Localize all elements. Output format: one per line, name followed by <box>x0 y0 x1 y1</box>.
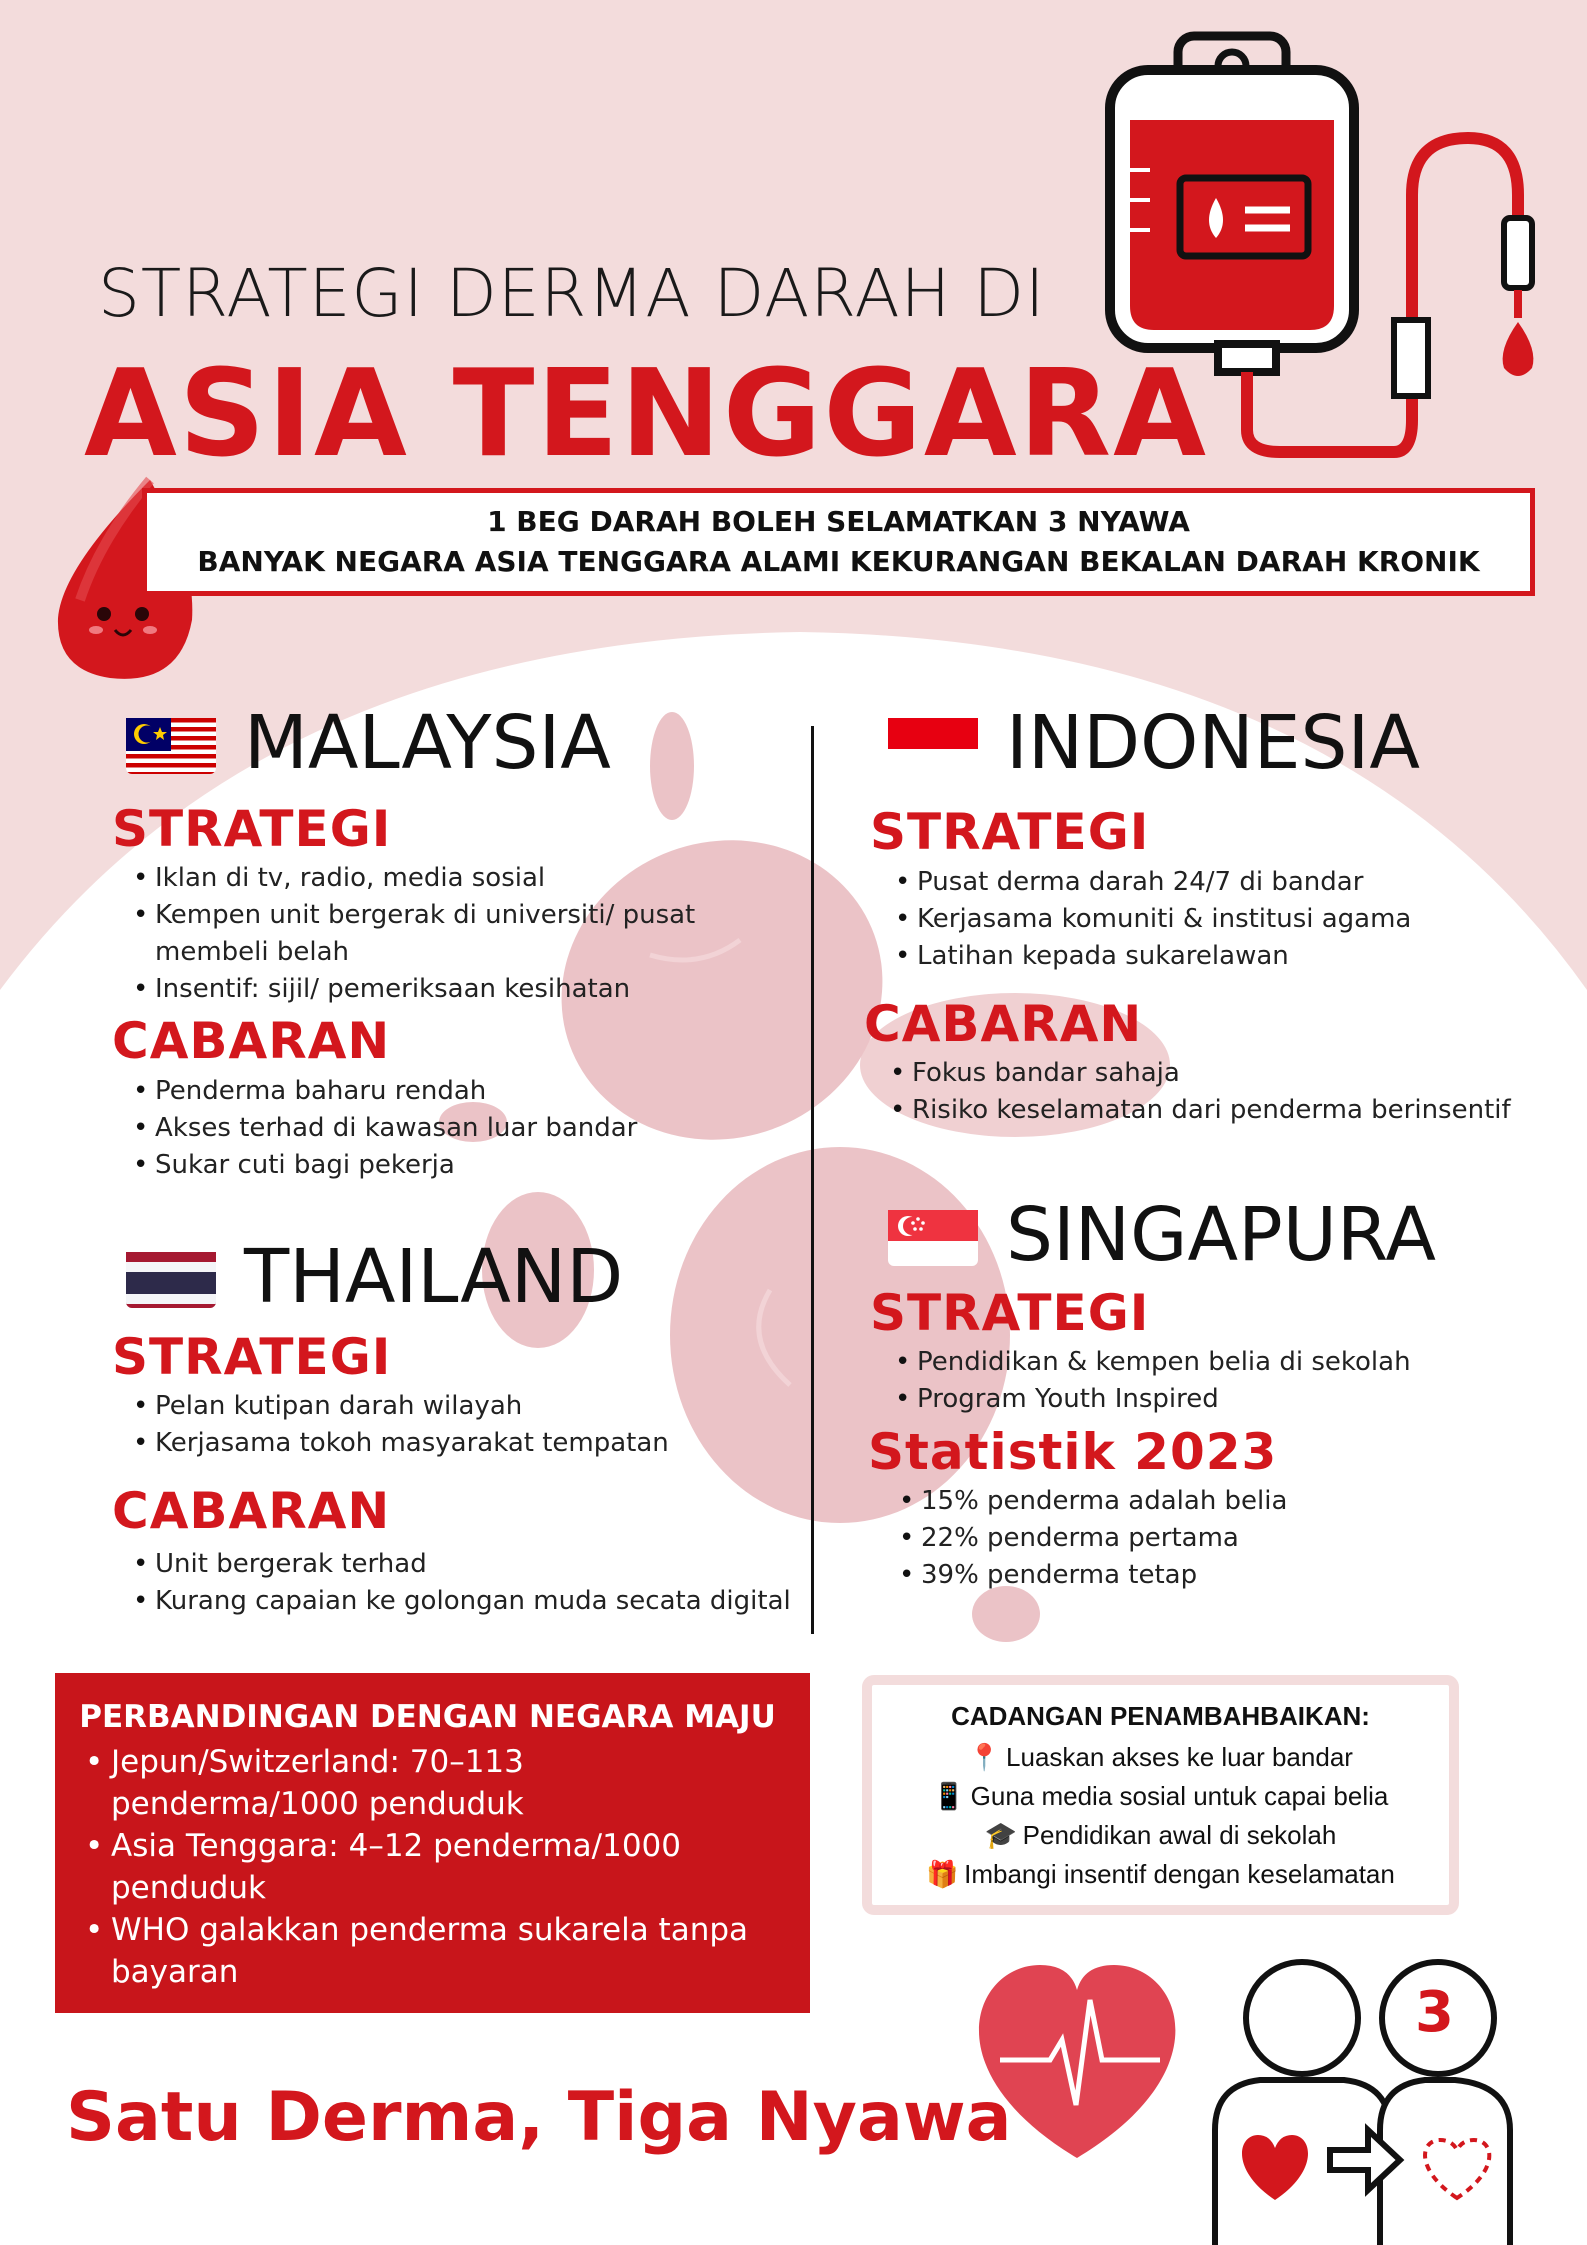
list-item: • Kerjasama komuniti & institusi agama <box>895 901 1575 938</box>
page-title: ASIA TENGGARA <box>84 345 1208 484</box>
suggestions-box <box>862 1675 1459 1915</box>
list-item: • Kerjasama tokoh masyarakat tempatan <box>133 1425 813 1462</box>
indonesia-heading <box>888 700 1420 786</box>
gift-icon: 🎁 <box>926 1859 959 1889</box>
singapura-stats-heading: Statistik 2023 <box>868 1423 1278 1481</box>
people-number: 3 <box>1415 1980 1454 2045</box>
suggestion-text: Pendidikan awal di sekolah <box>1022 1820 1337 1850</box>
indonesia-flag-icon <box>888 712 978 774</box>
singapore-flag-icon <box>888 1204 978 1266</box>
list-item: • Pusat derma darah 24/7 di bandar <box>895 864 1575 901</box>
thailand-challenge-list <box>133 1546 813 1620</box>
comparison-heading: PERBANDINGAN DENGAN NEGARA MAJU <box>79 1699 776 1735</box>
singapura-strategy-heading: STRATEGI <box>870 1284 1150 1342</box>
suggestion-item <box>872 1855 1449 1894</box>
list-item: • Sukar cuti bagi pekerja <box>133 1147 813 1184</box>
list-item: • Penderma baharu rendah <box>133 1073 813 1110</box>
thailand-name: THAILAND <box>244 1234 624 1320</box>
comparison-list <box>85 1741 780 1993</box>
thailand-flag-icon <box>126 1246 216 1308</box>
indonesia-strategy-heading: STRATEGI <box>870 803 1150 861</box>
list-item: • 15% penderma adalah belia <box>899 1483 1579 1520</box>
phone-icon: 📱 <box>932 1781 966 1811</box>
malaysia-challenge-heading: CABARAN <box>112 1012 391 1070</box>
list-item: • Insentif: sijil/ pemeriksaan kesihatan <box>133 971 813 1008</box>
suggestion-text: Guna media sosial untuk capai belia <box>970 1781 1389 1811</box>
banner-line-2: BANYAK NEGARA ASIA TENGGARA ALAMI KEKURANGAN BEKALAN DARAH KRONIK <box>197 545 1480 578</box>
thailand-challenge-heading: CABARAN <box>112 1482 391 1540</box>
list-item: • WHO galakkan penderma sukarela tanpa bayaran <box>85 1909 780 1993</box>
list-item: • Iklan di tv, radio, media sosial <box>133 860 813 897</box>
malaysia-heading <box>126 700 611 786</box>
thailand-strategy-heading: STRATEGI <box>112 1328 392 1386</box>
banner-line-1: 1 BEG DARAH BOLEH SELAMATKAN 3 NYAWA <box>487 505 1190 538</box>
list-item: • Unit bergerak terhad <box>133 1546 813 1583</box>
thailand-heading <box>126 1234 623 1320</box>
list-item: • 22% penderma pertama <box>899 1520 1579 1557</box>
list-item: • Jepun/Switzerland: 70–113 penderma/1000 penduduk <box>85 1741 780 1825</box>
indonesia-challenge-heading: CABARAN <box>864 995 1143 1053</box>
list-item: • Pelan kutipan darah wilayah <box>133 1388 813 1425</box>
malaysia-challenge-list <box>133 1073 813 1184</box>
suggestion-text: Luaskan akses ke luar bandar <box>1006 1742 1353 1772</box>
suggestion-item <box>872 1816 1449 1855</box>
suggestion-text: Imbangi insentif dengan keselamatan <box>964 1859 1395 1889</box>
tagline: Satu Derma, Tiga Nyawa <box>66 2078 1012 2157</box>
list-item: • Risiko keselamatan dari penderma berinsentif <box>890 1092 1580 1129</box>
thailand-strategy-list <box>133 1388 813 1462</box>
list-item: • Kurang capaian ke golongan muda secata digital <box>133 1583 813 1620</box>
malaysia-strategy-list <box>133 860 813 1008</box>
list-item: • 39% penderma tetap <box>899 1557 1579 1594</box>
singapura-stats-list <box>899 1483 1579 1594</box>
suggestions-heading: CADANGAN PENAMBAHBAIKAN: <box>951 1701 1370 1731</box>
list-item: • Akses terhad di kawasan luar bandar <box>133 1110 813 1147</box>
list-item: • Asia Tenggara: 4–12 penderma/1000 penduduk <box>85 1825 780 1909</box>
pin-icon: 📍 <box>968 1742 1001 1772</box>
list-item: • Latihan kepada sukarelawan <box>895 938 1575 975</box>
malaysia-name: MALAYSIA <box>244 700 611 786</box>
key-facts-banner <box>142 488 1535 596</box>
title-top: STRATEGI DERMA DARAH DI <box>98 255 1046 332</box>
list-item: • Pendidikan & kempen belia di sekolah <box>895 1344 1575 1381</box>
graduation-cap-icon: 🎓 <box>984 1820 1018 1850</box>
indonesia-strategy-list <box>895 864 1575 975</box>
list-item: • Kempen unit bergerak di universiti/ pusat membeli belah <box>133 897 813 971</box>
singapura-strategy-list <box>895 1344 1575 1418</box>
suggestion-item <box>872 1777 1449 1816</box>
malaysia-flag-icon <box>126 712 216 774</box>
list-item: • Program Youth Inspired <box>895 1381 1575 1418</box>
indonesia-challenge-list <box>890 1055 1580 1129</box>
indonesia-name: INDONESIA <box>1006 700 1420 786</box>
suggestion-item <box>872 1738 1449 1777</box>
comparison-box <box>55 1673 810 2013</box>
malaysia-strategy-heading: STRATEGI <box>112 800 392 858</box>
singapura-heading <box>888 1192 1436 1278</box>
list-item: • Fokus bandar sahaja <box>890 1055 1580 1092</box>
singapura-name: SINGAPURA <box>1006 1192 1436 1278</box>
